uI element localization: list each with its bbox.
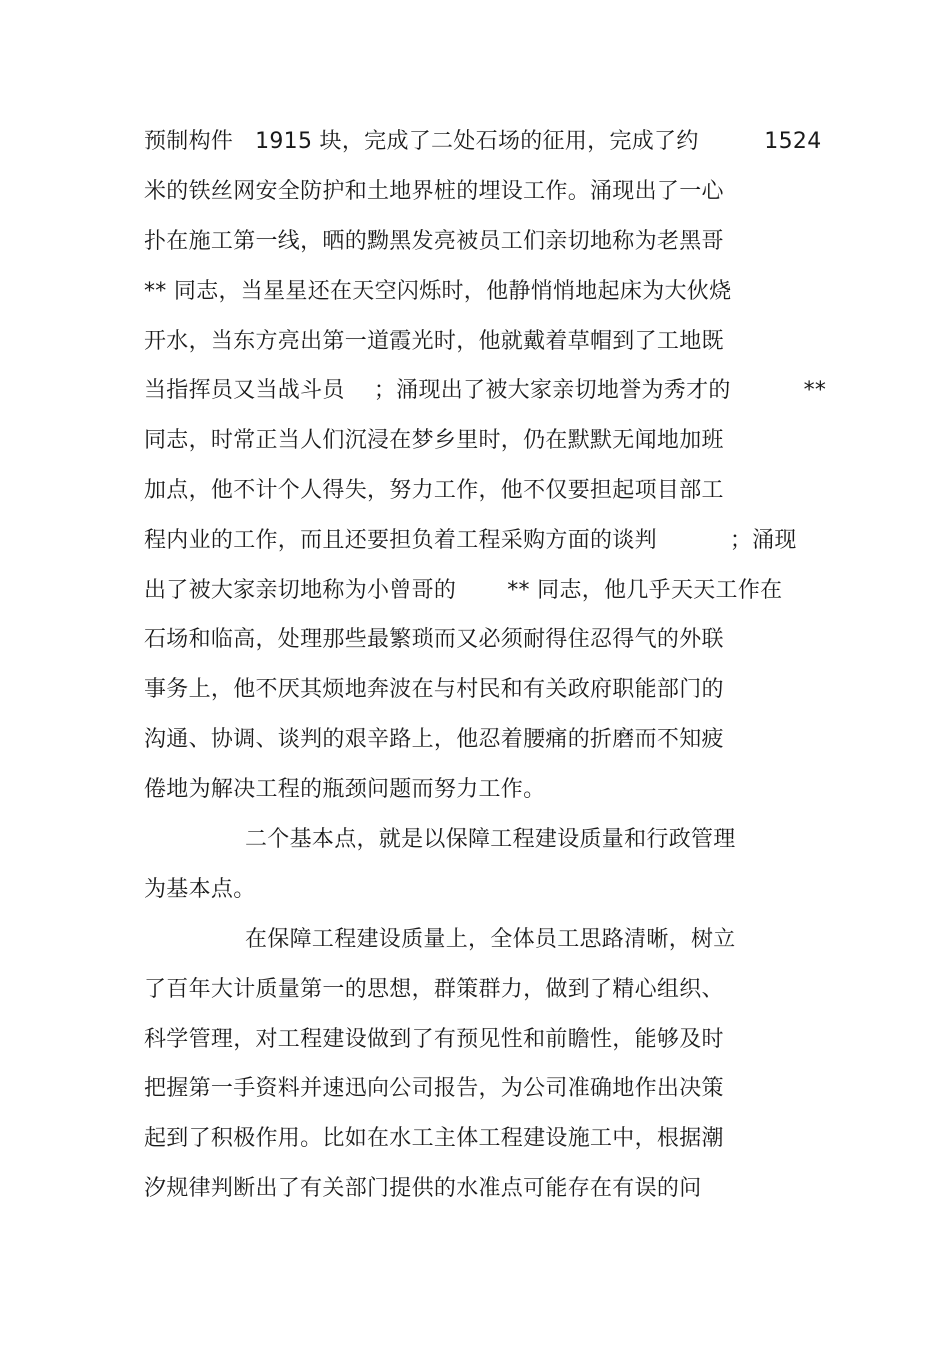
- text-line: 石场和临高，处理那些最繁琐而又必须耐得住忍得气的外联: [144, 627, 724, 652]
- text-line: 当指挥员又当战斗员 ；涌现出了被大家亲切地誉为秀才的 **: [144, 378, 827, 403]
- text-line: 倦地为解决工程的瓶颈问题而努力工作。: [144, 777, 546, 802]
- text-line: 扑在施工第一线，晒的黝黑发亮被员工们亲切地称为老黑哥: [144, 229, 724, 254]
- text-line: 出了被大家亲切地称为小曾哥的 ** 同志，他几乎天天工作在: [144, 578, 783, 603]
- text-line: ** 同志，当星星还在天空闪烁时，他静悄悄地起床为大伙烧: [144, 279, 732, 304]
- text-line: 事务上，他不厌其烦地奔波在与村民和有关政府职能部门的: [144, 677, 724, 702]
- text-line: 同志，时常正当人们沉浸在梦乡里时，仍在默默无闻地加班: [144, 428, 724, 453]
- text-line: 沟通、协调、谈判的艰辛路上，他忍着腰痛的折磨而不知疲: [144, 727, 724, 752]
- text-line: 程内业的工作，而且还要担负着工程采购方面的谈判 ；涌现: [144, 528, 797, 553]
- text-line: 汐规律判断出了有关部门提供的水准点可能存在有误的问: [144, 1176, 702, 1201]
- text-line: 了百年大计质量第一的思想，群策群力，做到了精心组织、: [144, 977, 724, 1002]
- text-line: 起到了积极作用。比如在水工主体工程建设施工中，根据潮: [144, 1126, 724, 1151]
- text-line: 把握第一手资料并速迅向公司报告，为公司准确地作出决策: [144, 1076, 724, 1101]
- text-line: 为基本点。: [144, 877, 256, 902]
- text-line: 预制构件 1915 块，完成了二处石场的征用，完成了约 1524: [144, 129, 822, 154]
- text-line: 开水，当东方亮出第一道霞光时，他就戴着草帽到了工地既: [144, 329, 724, 354]
- text-line: 米的铁丝网安全防护和土地界桩的埋设工作。涌现出了一心: [144, 179, 724, 204]
- text-line: 在保障工程建设质量上，全体员工思路清晰，树立: [245, 927, 736, 952]
- text-line: 加点，他不计个人得失，努力工作，他不仅要担起项目部工: [144, 478, 724, 503]
- text-line: 科学管理，对工程建设做到了有预见性和前瞻性，能够及时: [144, 1027, 724, 1052]
- text-line: 二个基本点，就是以保障工程建设质量和行政管理: [245, 827, 736, 852]
